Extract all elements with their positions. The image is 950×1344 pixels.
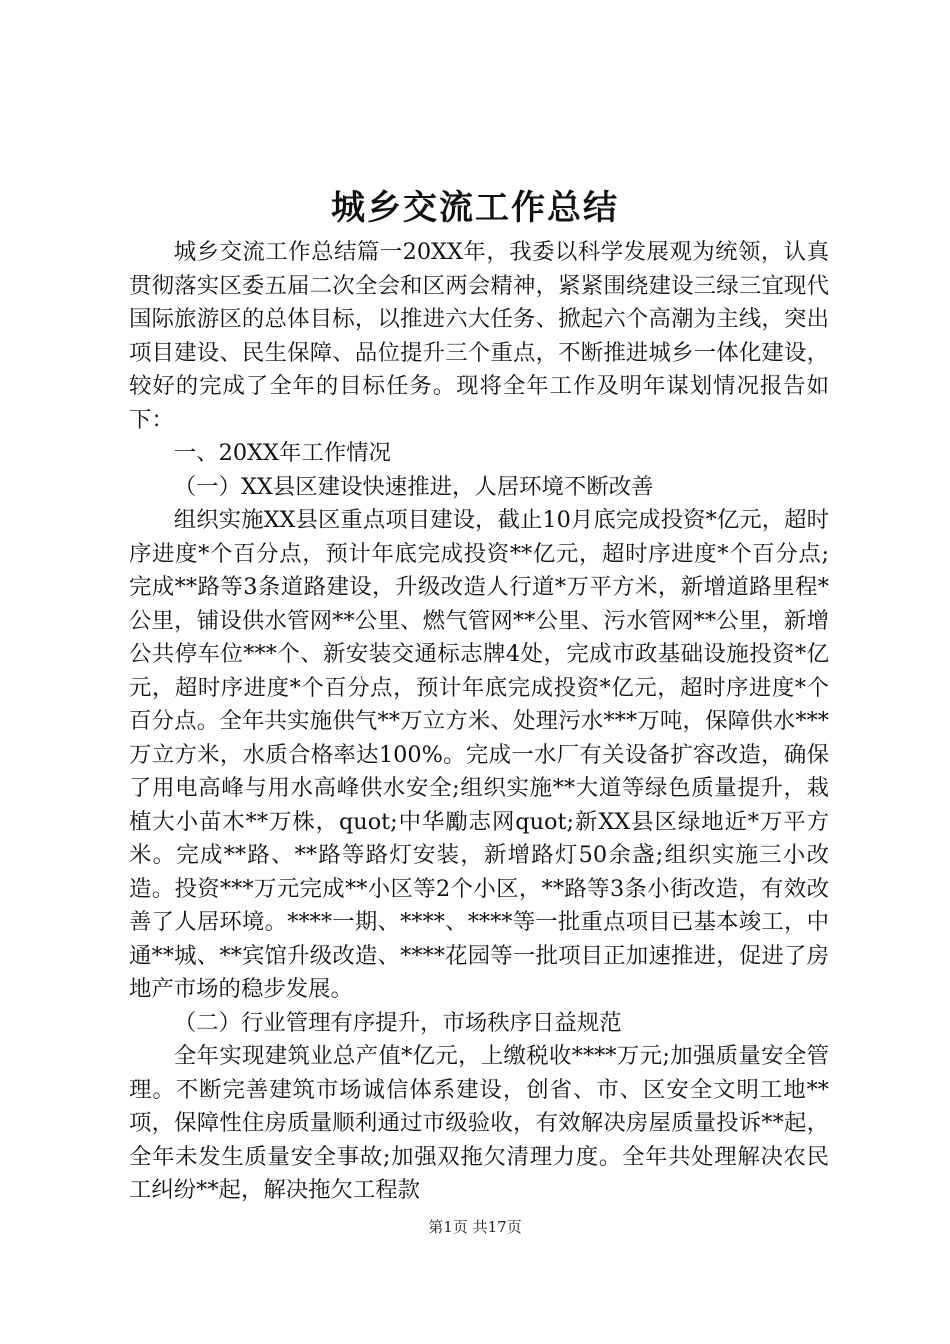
- paragraph-urban-construction: 组织实施XX县区重点项目建设，截止10月底完成投资*亿元，超时序进度*个百分点，预计年底完成投资**亿元，超时序进度*个百分点;完成**路等3条道路建设，升级改造人行道*万平方米，新增道路里程*公里，铺设供水管网**公里、燃气管网**公里、污水管网**公里，新增公共停车位***个、新安装交通标志牌4处，完成市政基础设施投资*亿元，超时序进度*个百分点，预计年底完成投资*亿元，超时序进度*个百分点。全年共实施供气**万立方米、处理污水***万吨，保障供水***万立方米，水质合格率达100%。完成一水厂有关设备扩容改造，确保了用电高峰与用水高峰供水安全;组织实施**大道等绿色质量提升，栽植大小苗木**万株，quot;中华勵志网quot;新XX县区绿地近*万平方米。完成**路、**路等路灯安装，新增路灯50余盏;组织实施三小改造。投资***万元完成**小区等2个小区，**路等3条小街改造，有效改善了人居环境。****一期、****、****等一批重点项目已基本竣工，中通**城、**宾馆升级改造、****花园等一批项目正加速推进，促进了房地产市场的稳步发展。: [129, 507, 829, 1002]
- subsection-heading-2: （二）行业管理有序提升，市场秩序日益规范: [173, 1009, 622, 1036]
- section-heading-1: 一、20XX年工作情况: [173, 440, 391, 466]
- subsection-heading-1: （一）XX县区建设快速推进，人居环境不断改善: [173, 473, 654, 500]
- paragraph-intro: 城乡交流工作总结篇一20XX年，我委以科学发展观为统领，认真贯彻落实区委五届二次全会和区两会精神，紧紧围绕建设三绿三宜现代国际旅游区的总体目标，以推进六大任务、掀起六个高潮为主线，突出项目建设、民生保障、品位提升三个重点，不断推进城乡一体化建设，较好的完成了全年的目标任务。现将全年工作及明年谋划情况报告如下：: [129, 239, 829, 433]
- page-number-footer: 第1页 共17页: [428, 1218, 522, 1236]
- paragraph-industry-management: 全年实现建筑业总产值*亿元，上缴税收****万元;加强质量安全管理。不断完善建筑市场诚信体系建设，创省、市、区安全文明工地**项，保障性住房质量顺利通过市级验收，有效解决房屋质量投诉**起，全年未发生质量安全事故;加强双拖欠清理力度。全年共处理解决农民工纠纷**起，解决拖欠工程款: [129, 1043, 829, 1203]
- document-body: [129, 236, 829, 1208]
- document-title: 城乡交流工作总结: [331, 188, 619, 228]
